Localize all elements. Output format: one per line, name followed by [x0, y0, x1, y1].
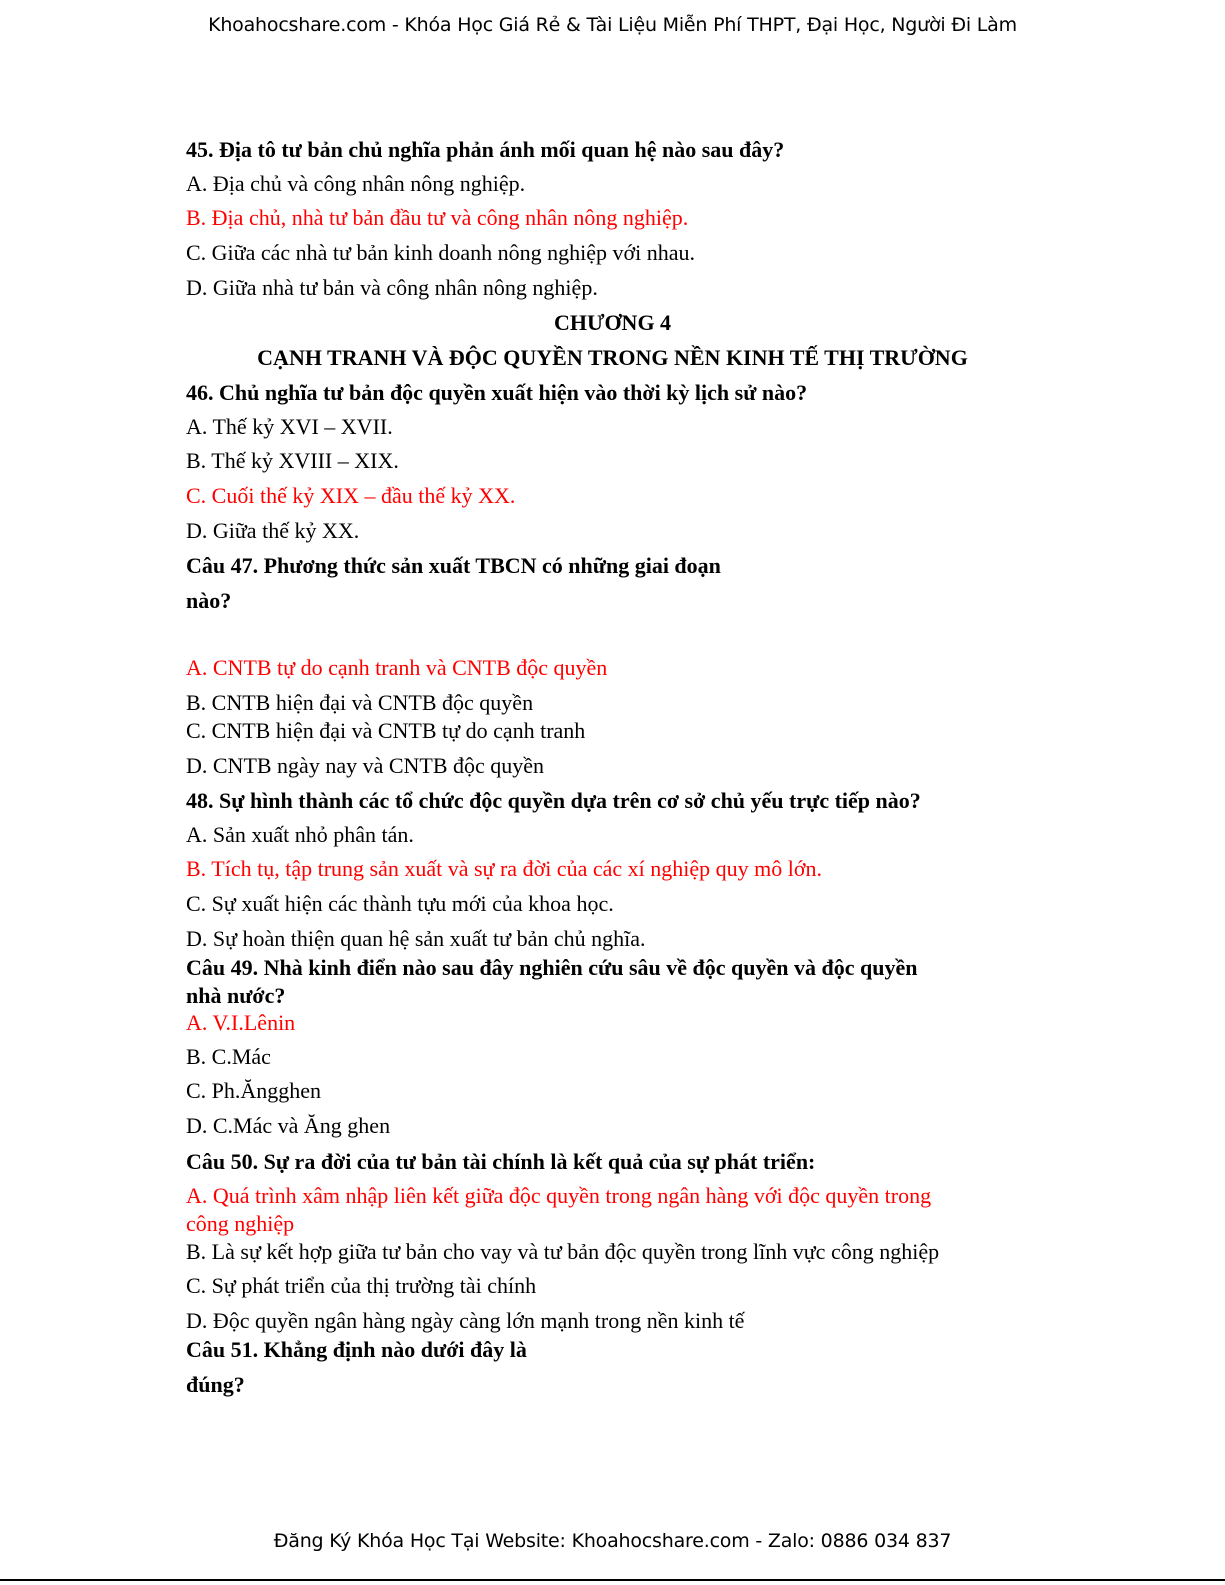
question-49-option-d: D. C.Mác và Ăng ghen — [186, 1113, 391, 1138]
question-49-text-line1: Câu 49. Nhà kinh điển nào sau đây nghiên cứu sâu về độc quyền và độc quyền — [186, 955, 918, 980]
page-footer: Đăng Ký Khóa Học Tại Website: Khoahocshare.com - Zalo: 0886 034 837 — [273, 1530, 952, 1552]
question-50-option-b: B. Là sự kết hợp giữa tư bản cho vay và tư bản độc quyền trong lĩnh vực công nghiệp — [186, 1239, 940, 1264]
bottom-divider — [0, 1579, 1225, 1581]
page-header: Khoahocshare.com - Khóa Học Giá Rẻ & Tài Liệu Miễn Phí THPT, Đại Học, Người Đi Làm — [208, 14, 1017, 36]
question-50-option-d: D. Độc quyền ngân hàng ngày càng lớn mạnh trong nền kinh tế — [186, 1308, 745, 1333]
question-48-text: 48. Sự hình thành các tổ chức độc quyền dựa trên cơ sở chủ yếu trực tiếp nào? — [186, 788, 921, 813]
question-49-option-a-correct: A. V.I.Lênin — [186, 1010, 296, 1035]
question-50-option-c: C. Sự phát triển của thị trường tài chính — [186, 1273, 537, 1298]
question-47-option-a-correct: A. CNTB tự do cạnh tranh và CNTB độc quyền — [186, 655, 608, 680]
question-48-option-d: D. Sự hoàn thiện quan hệ sản xuất tư bản chủ nghĩa. — [186, 926, 646, 951]
question-47-option-d: D. CNTB ngày nay và CNTB độc quyền — [186, 753, 545, 778]
question-45-option-d: D. Giữa nhà tư bản và công nhân nông nghiệp. — [186, 275, 598, 300]
question-46-option-c-correct: C. Cuối thế kỷ XIX – đầu thế kỷ XX. — [186, 483, 516, 508]
question-48-option-c: C. Sự xuất hiện các thành tựu mới của khoa học. — [186, 891, 614, 916]
chapter-title: CẠNH TRANH VÀ ĐỘC QUYỀN TRONG NỀN KINH TẾ THỊ TRƯỜNG — [257, 345, 968, 370]
question-49-text-line2: nhà nước? — [186, 983, 286, 1008]
question-47-option-c: C. CNTB hiện đại và CNTB tự do cạnh tranh — [186, 718, 586, 743]
chapter-number: CHƯƠNG 4 — [553, 310, 672, 335]
question-46-option-b: B. Thế kỷ XVIII – XIX. — [186, 448, 399, 473]
question-50-option-a-correct-line2: công nghiệp — [186, 1211, 295, 1236]
question-45-option-a: A. Địa chủ và công nhân nông nghiệp. — [186, 171, 526, 196]
question-45-option-c: C. Giữa các nhà tư bản kinh doanh nông nghiệp với nhau. — [186, 240, 695, 265]
question-45-option-b-correct: B. Địa chủ, nhà tư bản đầu tư và công nhân nông nghiệp. — [186, 205, 689, 230]
question-45-text: 45. Địa tô tư bản chủ nghĩa phản ánh mối quan hệ nào sau đây? — [186, 137, 785, 162]
question-50-option-a-correct-line1: A. Quá trình xâm nhập liên kết giữa độc quyền trong ngân hàng với độc quyền trong — [186, 1183, 932, 1208]
question-49-option-b: B. C.Mác — [186, 1044, 271, 1069]
question-47-text-line2: nào? — [186, 588, 232, 613]
question-51-text-line1: Câu 51. Khẳng định nào dưới đây là — [186, 1337, 527, 1362]
question-47-text-line1: Câu 47. Phương thức sản xuất TBCN có những giai đoạn — [186, 553, 721, 578]
question-47-option-b: B. CNTB hiện đại và CNTB độc quyền — [186, 690, 534, 715]
question-50-text: Câu 50. Sự ra đời của tư bản tài chính là kết quả của sự phát triển: — [186, 1149, 816, 1174]
question-46-option-a: A. Thế kỷ XVI – XVII. — [186, 414, 393, 439]
question-48-option-b-correct: B. Tích tụ, tập trung sản xuất và sự ra đời của các xí nghiệp quy mô lớn. — [186, 856, 822, 881]
question-46-text: 46. Chủ nghĩa tư bản độc quyền xuất hiện vào thời kỳ lịch sử nào? — [186, 380, 808, 405]
question-48-option-a: A. Sản xuất nhỏ phân tán. — [186, 822, 414, 847]
question-46-option-d: D. Giữa thế kỷ XX. — [186, 518, 360, 543]
question-49-option-c: C. Ph.Ăngghen — [186, 1078, 322, 1103]
question-51-text-line2: đúng? — [186, 1372, 245, 1397]
